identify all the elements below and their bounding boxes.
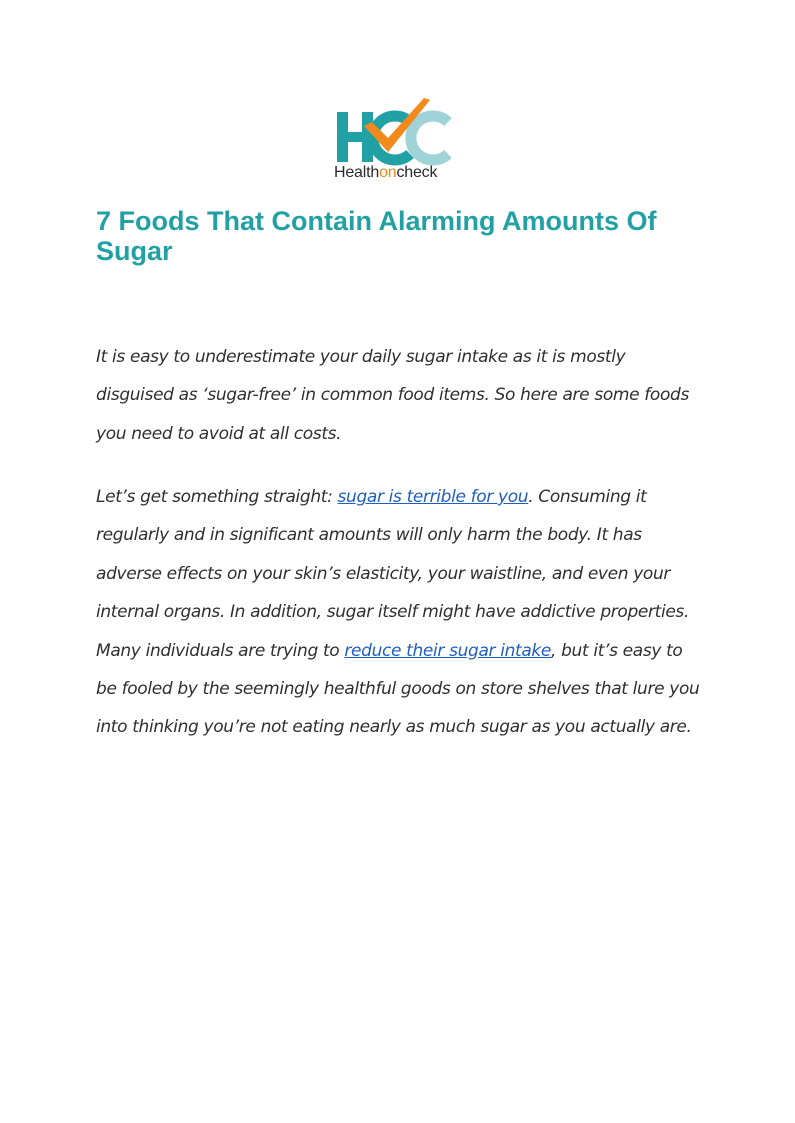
intro-paragraph: It is easy to underestimate your daily sugar intake as it is mostly disguised as ‘sugar-free’ in common food items. So here are some foods you need to avoid at all costs. — [96, 347, 689, 444]
paragraph-text-part2: . Consuming it regularly and in significant amounts will only harm the body. It has adverse effects on your skin’s elasticity, your waistline, and even your internal organs. In addition, sugar itself might have addictive properties. Many individuals are trying to — [96, 487, 689, 661]
logo-wordmark — [334, 164, 460, 182]
paragraph-text-part3: , but it’s easy to be fooled by the seemingly healthful goods on store shelves that lure you into thinking you’re not eating nearly as much sugar as you actually are. — [96, 640, 700, 738]
logo-word-check: check — [396, 164, 438, 181]
paragraph-text-part1: Let’s get something straight: — [96, 487, 338, 507]
logo-mark-icon — [334, 98, 460, 166]
sugar-terrible-link[interactable]: sugar is terrible for you — [337, 487, 529, 507]
body-paragraph — [96, 478, 702, 747]
logo-word-on: on — [379, 164, 397, 181]
health-on-check-logo — [334, 98, 460, 184]
article-title: 7 Foods That Contain Alarming Amounts Of Sugar — [96, 206, 657, 266]
logo-word-health: Health — [334, 164, 380, 181]
reduce-sugar-intake-link[interactable]: reduce their sugar intake — [344, 640, 551, 661]
